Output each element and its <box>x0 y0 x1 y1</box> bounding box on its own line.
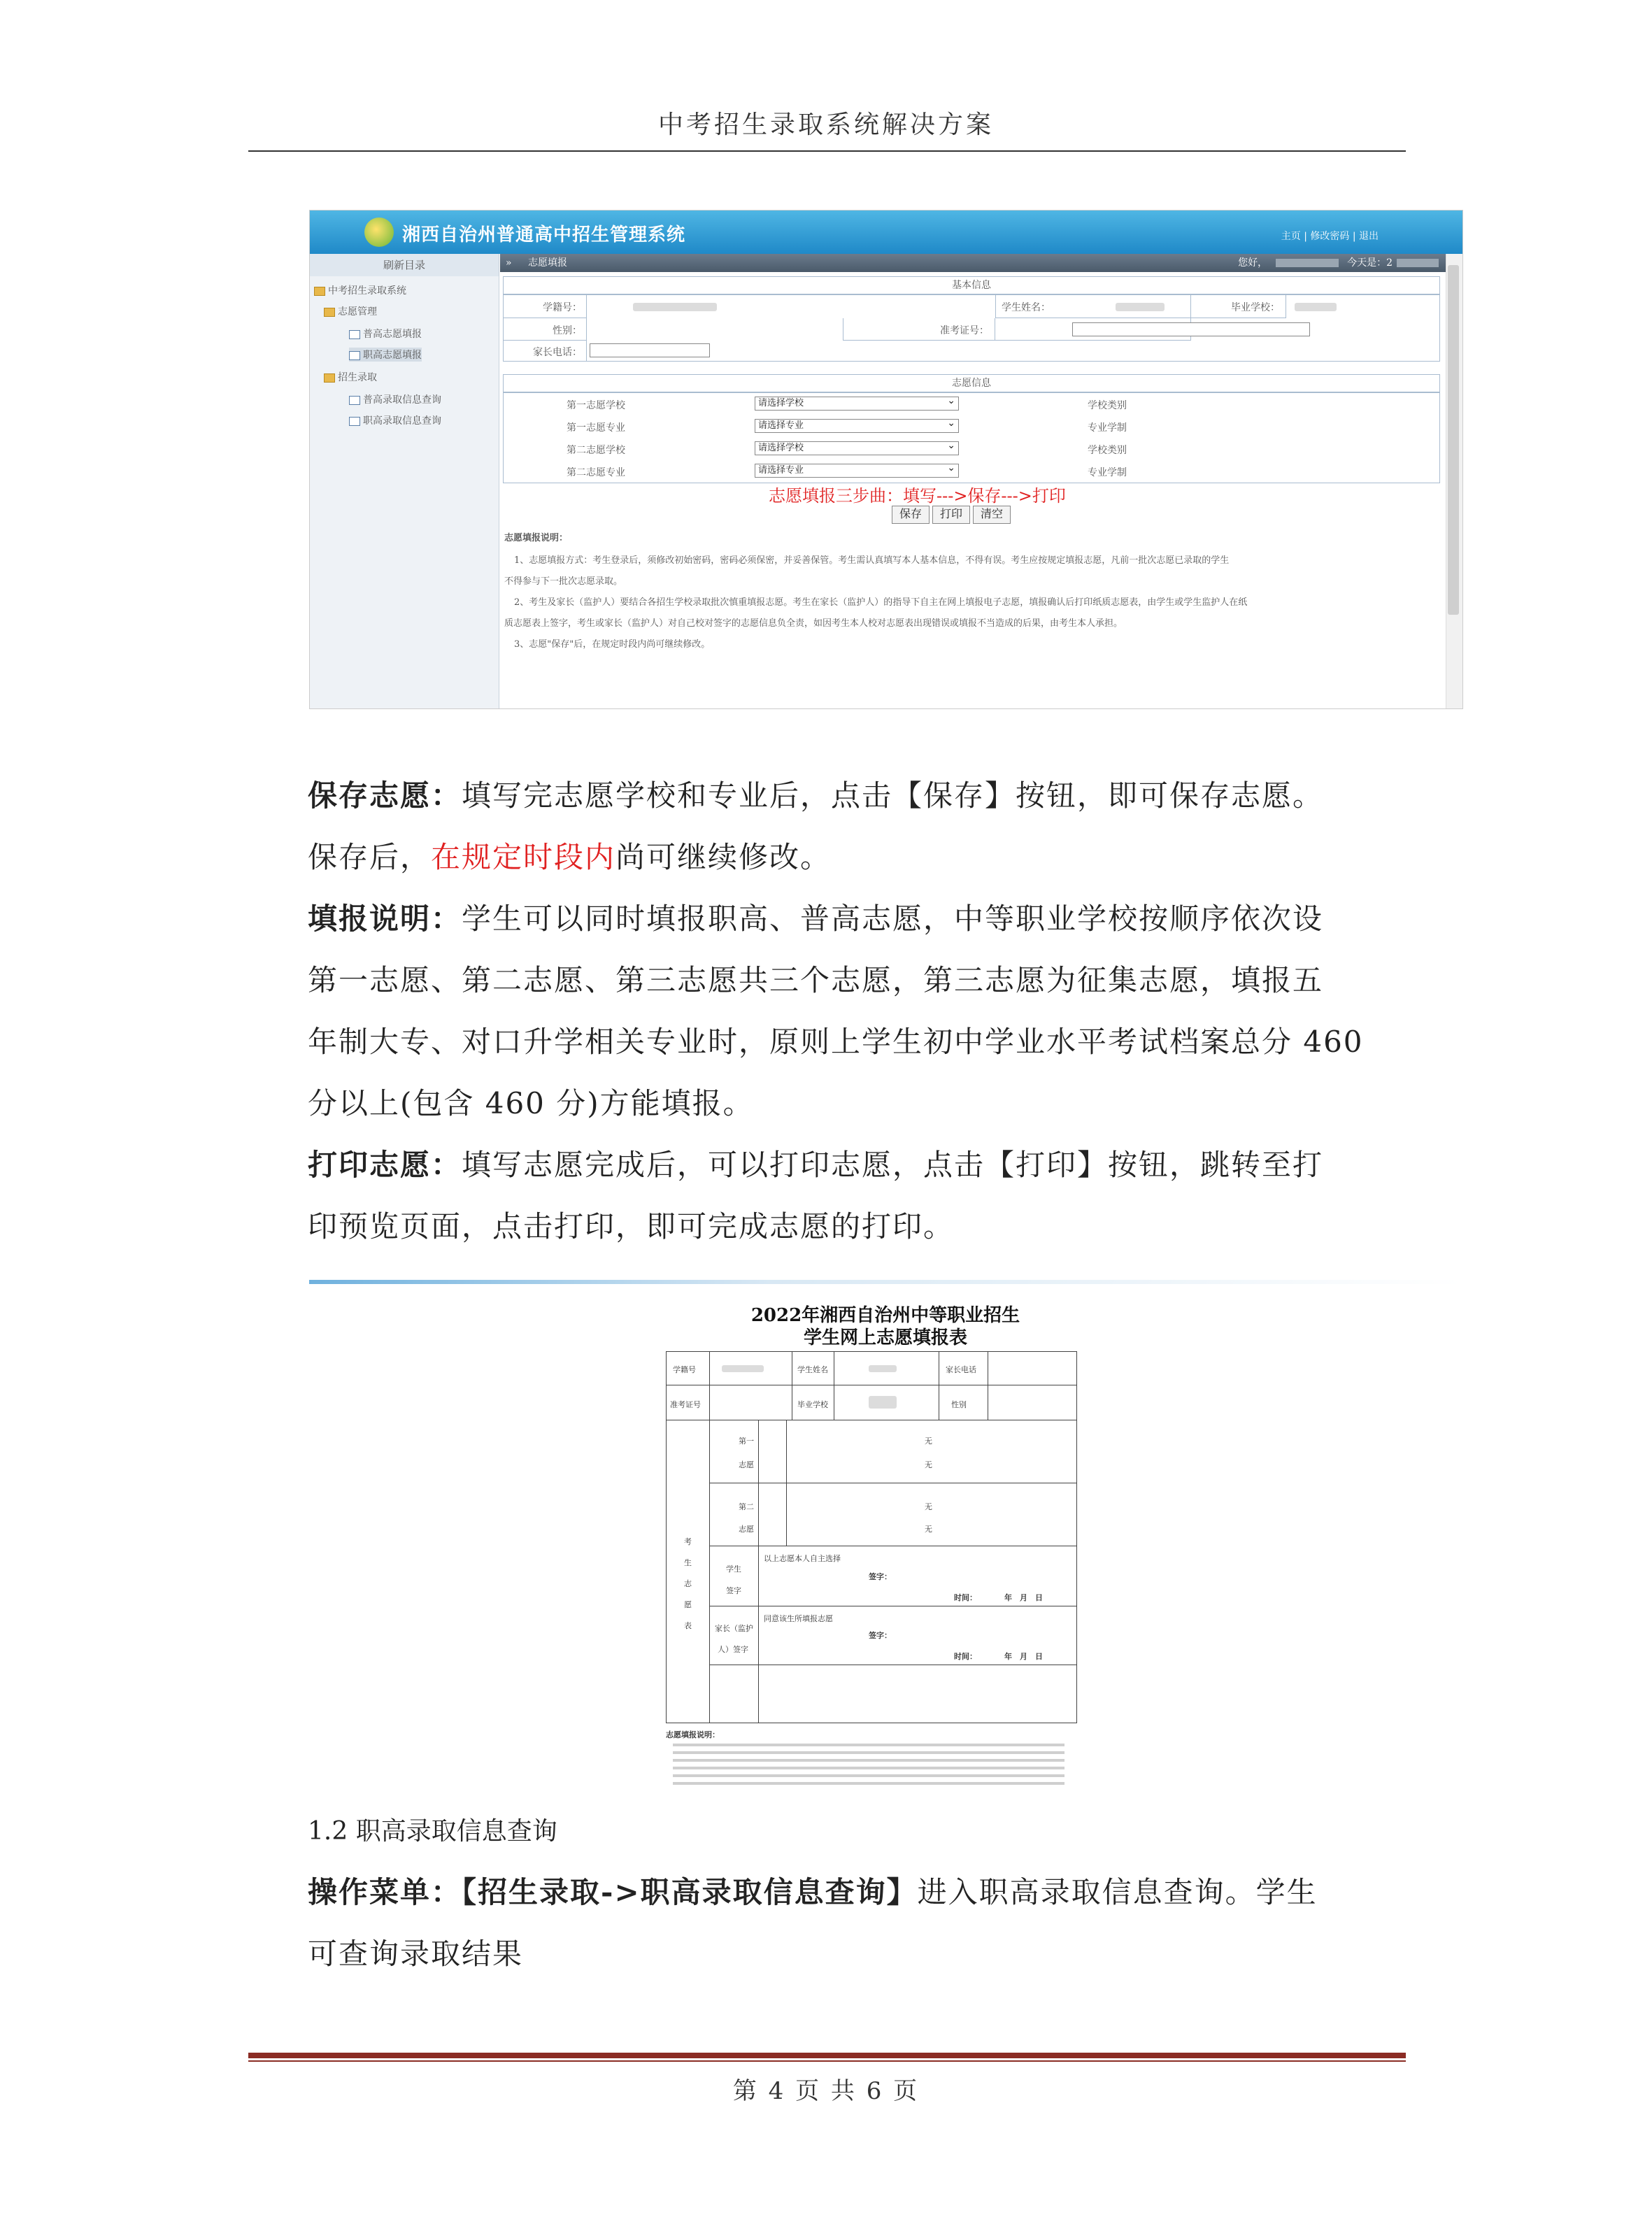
wish2-label: 志愿 <box>739 1525 754 1534</box>
tree-admission[interactable]: 招生录取 <box>324 370 377 384</box>
wish1-major-length: 专业学制 <box>1088 422 1127 434</box>
student-sign-field: 签字： <box>869 1572 892 1581</box>
folder-icon <box>324 308 335 317</box>
grad-school-value <box>869 1396 897 1409</box>
label-gender: 性别： <box>553 325 582 336</box>
wish2-major-select[interactable]: 请选择专业 ⌄ <box>755 464 959 478</box>
wish2-major-length: 专业学制 <box>1088 467 1127 478</box>
side-label: 考 生 志 愿 表 <box>684 1537 692 1630</box>
label-student-no: 学籍号 <box>673 1365 696 1374</box>
main-panel <box>500 254 1446 708</box>
wish1-value: 无 <box>925 1437 932 1446</box>
grad-school-value <box>1295 303 1337 311</box>
double-arrow-icon: » <box>506 257 512 269</box>
refresh-tree-button[interactable]: 刷新目录 <box>310 254 499 276</box>
form-title-line1: 2022年湘西自治州中等职业招生 <box>750 1305 1020 1326</box>
wish1-major-label: 第一志愿专业 <box>567 422 625 434</box>
wish1-value: 无 <box>925 1460 932 1469</box>
note-line: 2、考生及家长（监护人）要结合各招生学校录取批次慎重填报志愿。考生在家长（监护人）的指导下自主在网上填报电子志愿，填报确认后打印纸质志愿表，由学生或学生监护人在纸 <box>514 597 1248 608</box>
label-student-name: 学生姓名 <box>797 1365 828 1374</box>
wish1-label: 第一 <box>739 1437 754 1446</box>
wish2-school-type: 学校类别 <box>1088 445 1127 456</box>
preview-top-strip <box>309 1280 1462 1284</box>
tree-general-wish[interactable]: 普高志愿填报 <box>349 327 422 341</box>
notes-title: 志愿填报说明： <box>504 533 569 543</box>
wish-info-header: 志愿信息 <box>503 374 1440 392</box>
wish2-label: 第二 <box>739 1502 754 1511</box>
breadcrumb-bar <box>500 254 1446 272</box>
wish1-label: 志愿 <box>739 1460 754 1469</box>
system-title: 湘西自治州普通高中招生管理系统 <box>402 224 686 245</box>
header-divider <box>248 150 1406 152</box>
parent-sign-field: 签字： <box>869 1631 892 1640</box>
tree-vocational-wish[interactable]: 职高志愿填报 <box>349 348 422 362</box>
page-header-title: 中考招生录取系统解决方案 <box>657 111 994 139</box>
parent-sign-label: 家长（监护 <box>715 1624 753 1633</box>
save-button[interactable]: 保存 <box>892 506 930 524</box>
parent-sign-label: 人）签字 <box>718 1645 748 1654</box>
student-sign-date: 年 月 日 <box>1004 1593 1043 1602</box>
form-title-line2: 学生网上志愿填报表 <box>803 1327 967 1348</box>
student-no-value <box>722 1365 764 1372</box>
note-line: 3、志愿"保存"后，在规定时段内尚可继续修改。 <box>514 639 711 650</box>
label-parent-phone: 家长电话 <box>946 1365 976 1374</box>
student-name-value <box>869 1365 897 1372</box>
wish1-school-label: 第一志愿学校 <box>567 400 625 411</box>
print-notes-fine-print <box>673 1741 1064 1789</box>
wish1-school-select[interactable]: 请选择学校 ⌄ <box>755 397 959 411</box>
label-gender: 性别 <box>951 1400 967 1409</box>
print-notes-title: 志愿填报说明： <box>666 1730 720 1739</box>
page-icon <box>349 417 360 426</box>
breadcrumb: 志愿填报 <box>528 257 567 269</box>
folder-icon <box>314 287 325 296</box>
footer-divider <box>248 2053 1406 2058</box>
tree-general-admission-query[interactable]: 普高录取信息查询 <box>349 392 441 406</box>
page-icon <box>349 396 360 405</box>
top-nav-links[interactable]: 主页 | 修改密码 | 退出 <box>1281 231 1379 242</box>
parent-phone-input[interactable] <box>590 343 710 357</box>
parent-sign-date: 年 月 日 <box>1004 1652 1043 1661</box>
section-heading: 1.2 职高录取信息查询 <box>308 1817 557 1846</box>
print-preview-screenshot <box>309 1280 1462 1804</box>
student-no-value <box>633 303 717 311</box>
page-icon <box>349 351 360 360</box>
note-line: 不得参与下一批次志愿录取。 <box>504 576 623 587</box>
folder-icon <box>324 373 335 383</box>
scrollbar-thumb[interactable] <box>1448 265 1459 615</box>
tree-wish-management[interactable]: 志愿管理 <box>324 304 377 318</box>
system-banner <box>310 211 1462 254</box>
basic-info-header: 基本信息 <box>503 276 1440 294</box>
wish2-school-label: 第二志愿学校 <box>567 445 625 456</box>
label-exam-no: 准考证号 <box>670 1400 701 1409</box>
student-sign-label: 签字 <box>726 1586 741 1595</box>
clear-button[interactable]: 清空 <box>973 506 1011 524</box>
greeting: 您好， 今天是：2 <box>1238 254 1439 272</box>
wish2-major-label: 第二志愿专业 <box>567 467 625 478</box>
label-student-no: 学籍号： <box>543 302 582 313</box>
footer-divider-thin <box>248 2060 1406 2062</box>
wish2-school-select[interactable]: 请选择学校 ⌄ <box>755 441 959 455</box>
system-logo-icon <box>364 218 394 247</box>
student-sign-label: 学生 <box>726 1565 741 1574</box>
label-grad-school: 毕业学校： <box>1231 302 1280 313</box>
wish1-school-type: 学校类别 <box>1088 400 1127 411</box>
steps-banner: 志愿填报三步曲：填写--->保存--->打印 <box>769 486 1066 506</box>
wish1-major-select[interactable]: 请选择专业 ⌄ <box>755 419 959 433</box>
note-line: 质志愿表上签字，考生或家长（监护人）对自己校对签字的志愿信息负全责，如因考生本人校对志愿表出现错误或填报不当造成的后果，由考生本人承担。 <box>504 618 1123 629</box>
sidebar <box>310 254 499 708</box>
para-save-wish: 保存志愿：填写完志愿学校和专业后，点击【保存】按钮，即可保存志愿。 保存后，在规定时段内尚可继续修改。 填报说明：学生可以同时填报职高、普高志愿，中等职业学校按顺序依次设 第一志愿、第二志愿、第三志愿共三个志愿，第三志愿为征集志愿，填报五 年制大专、对口升学相关专业时，原则上学生初中学业水平考试档案总分 460 分以上(包含 460 分)方能填报。 打印志愿：填写志愿完成后，可以打印志愿，点击【打印】按钮，跳转至打 印预览页面，点击打印，即可完成志愿的打印。 <box>308 778 1364 1243</box>
wish-grid <box>503 392 1440 483</box>
wish2-value: 无 <box>925 1525 932 1534</box>
print-button[interactable]: 打印 <box>932 506 970 524</box>
label-parent-phone: 家长电话： <box>533 347 582 358</box>
student-sign-time: 时间： <box>954 1593 977 1602</box>
page-number: 第 4 页 共 6 页 <box>732 2077 920 2105</box>
tree-vocational-admission-query[interactable]: 职高录取信息查询 <box>349 413 441 427</box>
wish-form-screenshot <box>309 210 1463 709</box>
note-line: 1、志愿填报方式：考生登录后，须修改初始密码，密码必须保密，并妥善保管。考生需认真填写本人基本信息，不得有误。考生应按规定填报志愿，凡前一批次志愿已录取的学生 <box>514 555 1230 566</box>
home-address-input[interactable] <box>1072 322 1310 336</box>
wish2-value: 无 <box>925 1502 932 1511</box>
parent-sign-text: 同意该生所填报志愿 <box>764 1614 833 1623</box>
label-grad-school: 毕业学校 <box>797 1400 828 1409</box>
student-name-value <box>1116 303 1165 311</box>
label-exam-no: 准考证号： <box>940 325 989 336</box>
page-icon <box>349 330 360 339</box>
para-operation-menu: 操作菜单：【招生录取->职高录取信息查询】进入职高录取信息查询。学生 可查询录取结果 <box>308 1875 1318 1971</box>
label-student-name: 学生姓名： <box>1002 302 1051 313</box>
tree-root[interactable]: 中考招生录取系统 <box>314 283 406 297</box>
parent-sign-time: 时间： <box>954 1652 977 1661</box>
student-sign-text: 以上志愿本人自主选择 <box>764 1554 841 1563</box>
